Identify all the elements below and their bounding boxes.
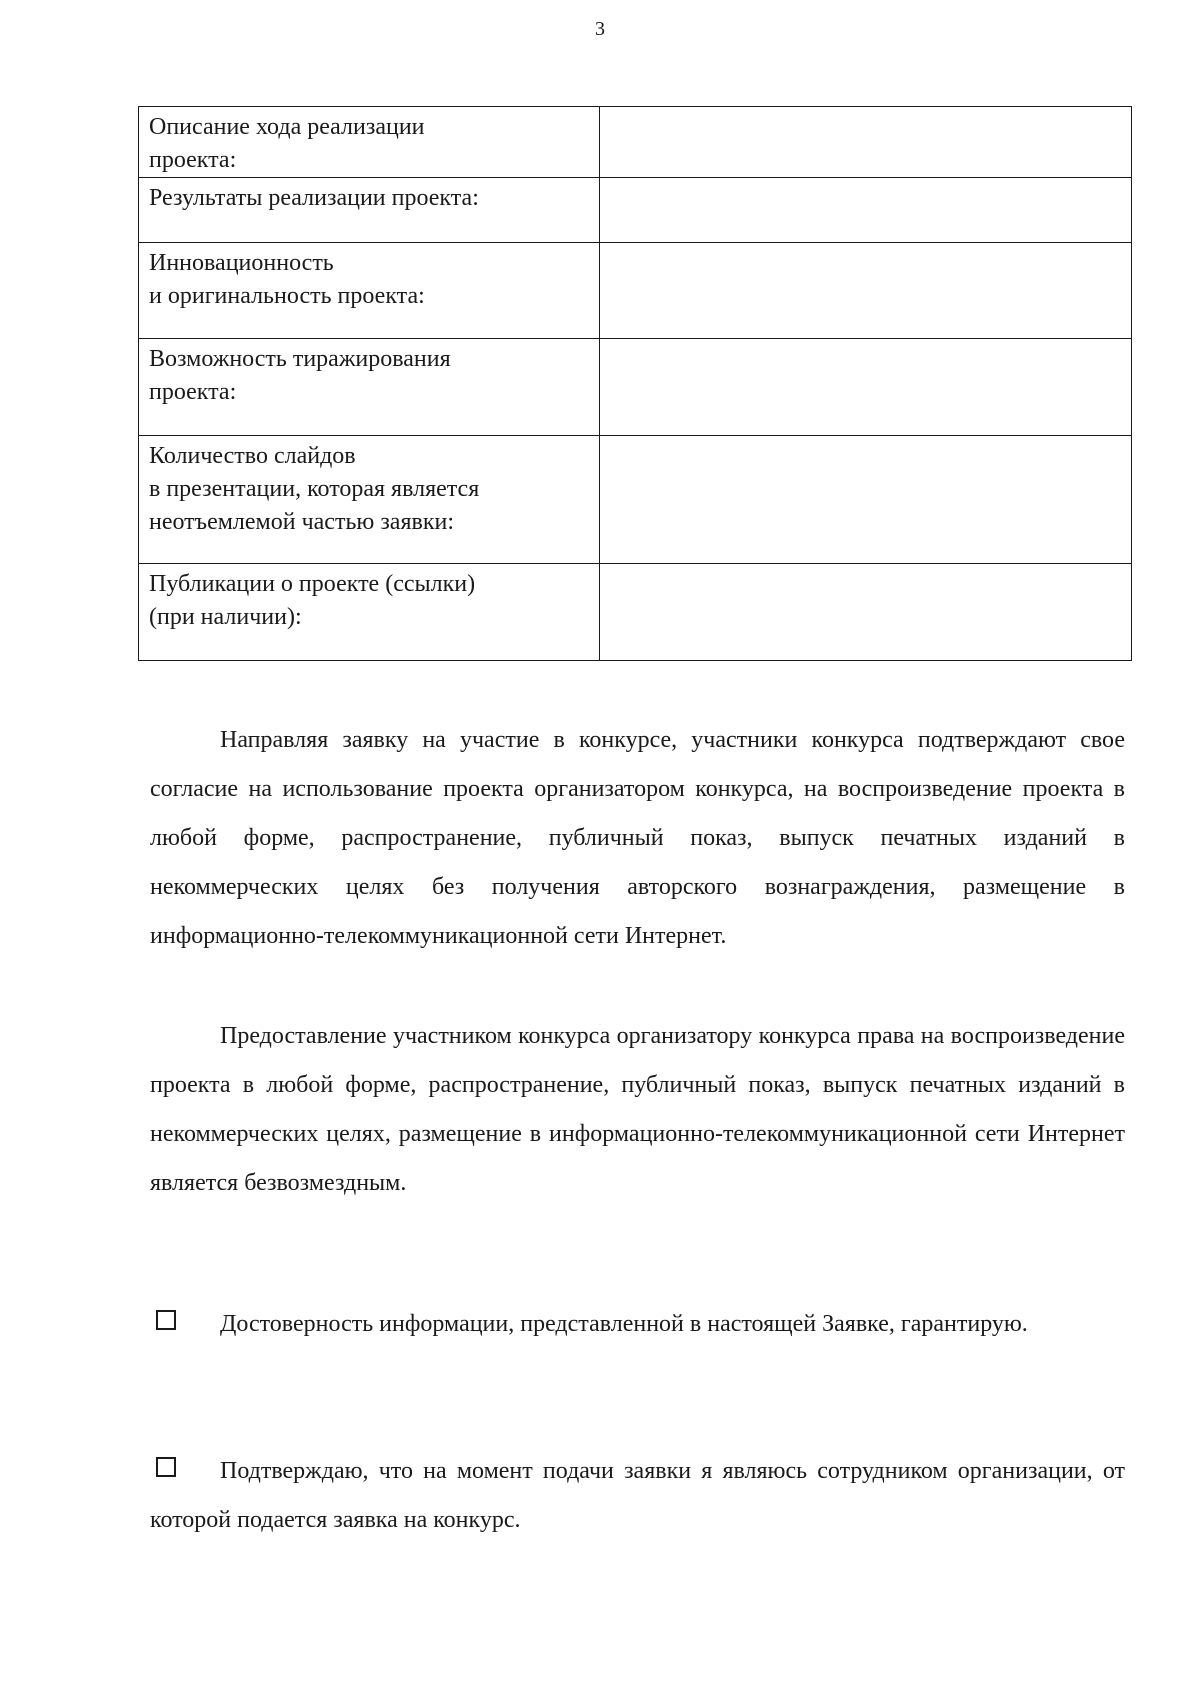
row-label-implementation-description: Описание хода реализации проекта:: [139, 107, 600, 178]
row-value-implementation-description[interactable]: [600, 107, 1132, 178]
employee-confirmation-item: [150, 1447, 1125, 1545]
table-row: [139, 436, 1132, 564]
row-value-innovation[interactable]: [600, 243, 1132, 339]
row-label-innovation: Инновационность и оригинальность проекта:: [139, 243, 600, 339]
accuracy-guarantee-label: Достоверность информации, представленной в настоящей Заявке, гарантирую.: [220, 1311, 1028, 1337]
row-value-slide-count[interactable]: [600, 436, 1132, 564]
table-row: [139, 243, 1132, 339]
page-number: 3: [595, 18, 605, 40]
row-value-replication[interactable]: [600, 339, 1132, 436]
row-label-replication: Возможность тиражирования проекта:: [139, 339, 600, 436]
accuracy-guarantee-item: [150, 1300, 1125, 1349]
row-label-slide-count: Количество слайдов в презентации, которая является неотъемлемой частью заявки:: [139, 436, 600, 564]
table-row: [139, 339, 1132, 436]
accuracy-guarantee-checkbox[interactable]: [156, 1310, 176, 1330]
rights-paragraph: Предоставление участником конкурса организатору конкурса права на воспроизведение проекта в любой форме, распространение, публичный показ, выпуск печатных изданий в некоммерческих целях, размещение в информационно-телекоммуникационной сети Интернет является безвозмездным.: [150, 1023, 1125, 1196]
row-label-implementation-results: Результаты реализации проекта:: [139, 178, 600, 243]
employee-confirmation-checkbox[interactable]: [156, 1457, 176, 1477]
table-row: [139, 564, 1132, 661]
consent-paragraph: Направляя заявку на участие в конкурсе, участники конкурса подтверждают свое согласие на использование проекта организатором конкурса, на воспроизведение проекта в любой форме, распространение, публичный показ, выпуск печатных изданий в некоммерческих целях без получения авторского вознаграждения, размещение в информационно-телекоммуникационной сети Интернет.: [150, 727, 1125, 949]
row-label-publications: Публикации о проекте (ссылки) (при наличии):: [139, 564, 600, 661]
table-row: [139, 107, 1132, 178]
application-form-table: [138, 106, 1132, 661]
table-row: [139, 178, 1132, 243]
row-value-publications[interactable]: [600, 564, 1132, 661]
row-value-implementation-results[interactable]: [600, 178, 1132, 243]
employee-confirmation-label: Подтверждаю, что на момент подачи заявки я являюсь сотрудником организации, от которой подается заявка на конкурс.: [150, 1458, 1125, 1533]
